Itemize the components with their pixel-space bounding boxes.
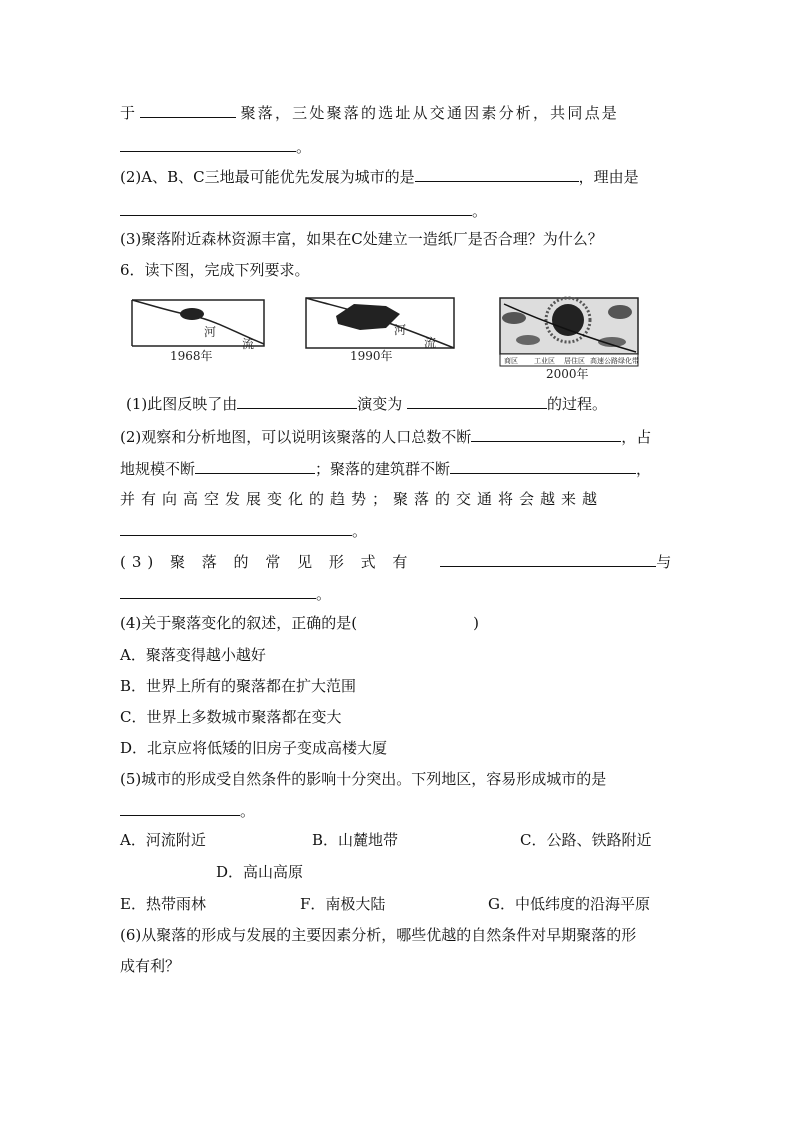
- s2-answer-line: [120, 520, 680, 541]
- answer-blank[interactable]: [120, 583, 316, 599]
- q2-line: [120, 166, 680, 187]
- option-b[interactable]: B．世界上所有的聚落都在扩大范围: [120, 677, 357, 695]
- text-fragment: ，占: [621, 428, 652, 446]
- text-fragment: ；聚落的建筑群不断: [315, 460, 451, 478]
- text-fragment: 。: [352, 522, 368, 540]
- answer-blank[interactable]: [450, 458, 636, 474]
- text-fragment: 的过程。: [547, 395, 608, 413]
- text-fragment: 。: [316, 585, 332, 603]
- s3-answer-line: [120, 583, 680, 604]
- text-fragment: 于: [120, 104, 136, 122]
- settlement-evolution-figure: [124, 292, 644, 382]
- option-d[interactable]: D．北京应将低矮的旧房子变成高楼大厦: [120, 739, 388, 757]
- text-fragment: 。: [296, 138, 312, 156]
- option-a[interactable]: A．聚落变得越小越好: [120, 646, 266, 664]
- text-fragment: (1)此图反映了由: [126, 395, 238, 413]
- map-1990: [306, 298, 454, 363]
- text-fragment: 地规模不断: [120, 460, 196, 478]
- answer-blank[interactable]: [415, 166, 579, 182]
- map-1968: [132, 300, 264, 363]
- s2-line-2: [120, 458, 680, 479]
- river-label: 河: [204, 325, 217, 339]
- s5-answer-line: [120, 800, 680, 821]
- s4-line: [120, 613, 680, 633]
- choice-g[interactable]: G．中低纬度的沿海平原: [488, 895, 650, 913]
- year-label: 2000年: [546, 367, 589, 381]
- text-fragment: ，: [636, 460, 652, 478]
- choice-f[interactable]: F．南极大陆: [300, 895, 386, 913]
- question-6-heading: 6．读下图，完成下列要求。: [120, 261, 310, 279]
- text-fragment: 。: [240, 802, 256, 820]
- s3-line: [120, 551, 680, 572]
- answer-blank[interactable]: [120, 520, 352, 536]
- text-fragment: ): [473, 614, 479, 632]
- answer-blank[interactable]: [120, 800, 240, 816]
- q2-answer-line: [120, 200, 680, 221]
- legend-item: 商区: [504, 357, 518, 365]
- river-label: 流: [424, 336, 437, 350]
- text-fragment: (4)关于聚落变化的叙述，正确的是(: [120, 614, 358, 632]
- legend-item: 居住区: [564, 357, 585, 365]
- legend-item: 绿化带: [618, 357, 639, 365]
- answer-blank[interactable]: [120, 136, 296, 152]
- settlement-blob: [180, 308, 204, 320]
- text-fragment: 。: [472, 202, 488, 220]
- answer-blank[interactable]: [471, 426, 621, 442]
- s6-line-2: 成有利？: [120, 957, 181, 975]
- map-2000: [500, 298, 639, 381]
- text-fragment: (2)观察和分析地图，可以说明该聚落的人口总数不断: [120, 428, 472, 446]
- q1-line: [120, 102, 680, 123]
- q1-answer-line: [120, 136, 680, 157]
- s1-line: [126, 393, 686, 414]
- legend-item: 工业区: [534, 357, 555, 365]
- answer-blank[interactable]: [140, 102, 236, 118]
- choice-a[interactable]: A．河流附近: [120, 831, 206, 849]
- river-label: 河: [394, 323, 407, 337]
- text-fragment: 与: [656, 553, 672, 571]
- choice-c[interactable]: C．公路、铁路附近: [520, 831, 652, 849]
- legend-item: 高速公路: [590, 357, 618, 365]
- river-label: 流: [242, 337, 255, 351]
- settlement-blob: [336, 304, 400, 330]
- text-fragment: 聚落，三处聚落的选址从交通因素分析，共同点是: [240, 104, 619, 122]
- option-c[interactable]: C．世界上多数城市聚落都在变大: [120, 708, 342, 726]
- s6-line: (6)从聚落的形成与发展的主要因素分析，哪些优越的自然条件对早期聚落的形: [120, 926, 637, 944]
- text-fragment: (3) 聚 落 的 常 见 形 式 有: [120, 553, 414, 571]
- text-fragment: 并有向高空发展变化的趋势；聚落的交通将会越来越: [120, 490, 604, 508]
- text-fragment: 演变为: [357, 395, 403, 413]
- answer-blank[interactable]: [440, 551, 656, 567]
- answer-blank[interactable]: [120, 200, 472, 216]
- choice-b[interactable]: B．山麓地带: [312, 831, 399, 849]
- year-label: 1990年: [350, 349, 393, 363]
- year-label: 1968年: [170, 349, 213, 363]
- answer-blank[interactable]: [407, 393, 547, 409]
- q3-line: (3)聚落附近森林资源丰富，如果在C处建立一造纸厂是否合理？为什么？: [120, 230, 603, 248]
- s2-line-3: [120, 489, 680, 509]
- answer-blank[interactable]: [237, 393, 357, 409]
- s2-line: [120, 426, 680, 447]
- choice-e[interactable]: E．热带雨林: [120, 895, 206, 913]
- choice-d[interactable]: D．高山高原: [216, 863, 304, 881]
- s5-line: (5)城市的形成受自然条件的影响十分突出。下列地区，容易形成城市的是: [120, 770, 607, 788]
- answer-blank[interactable]: [195, 458, 315, 474]
- question-2-text: (2)A、B、C三地最可能优先发展为城市的是: [120, 168, 415, 186]
- text-fragment: ，理由是: [578, 168, 639, 186]
